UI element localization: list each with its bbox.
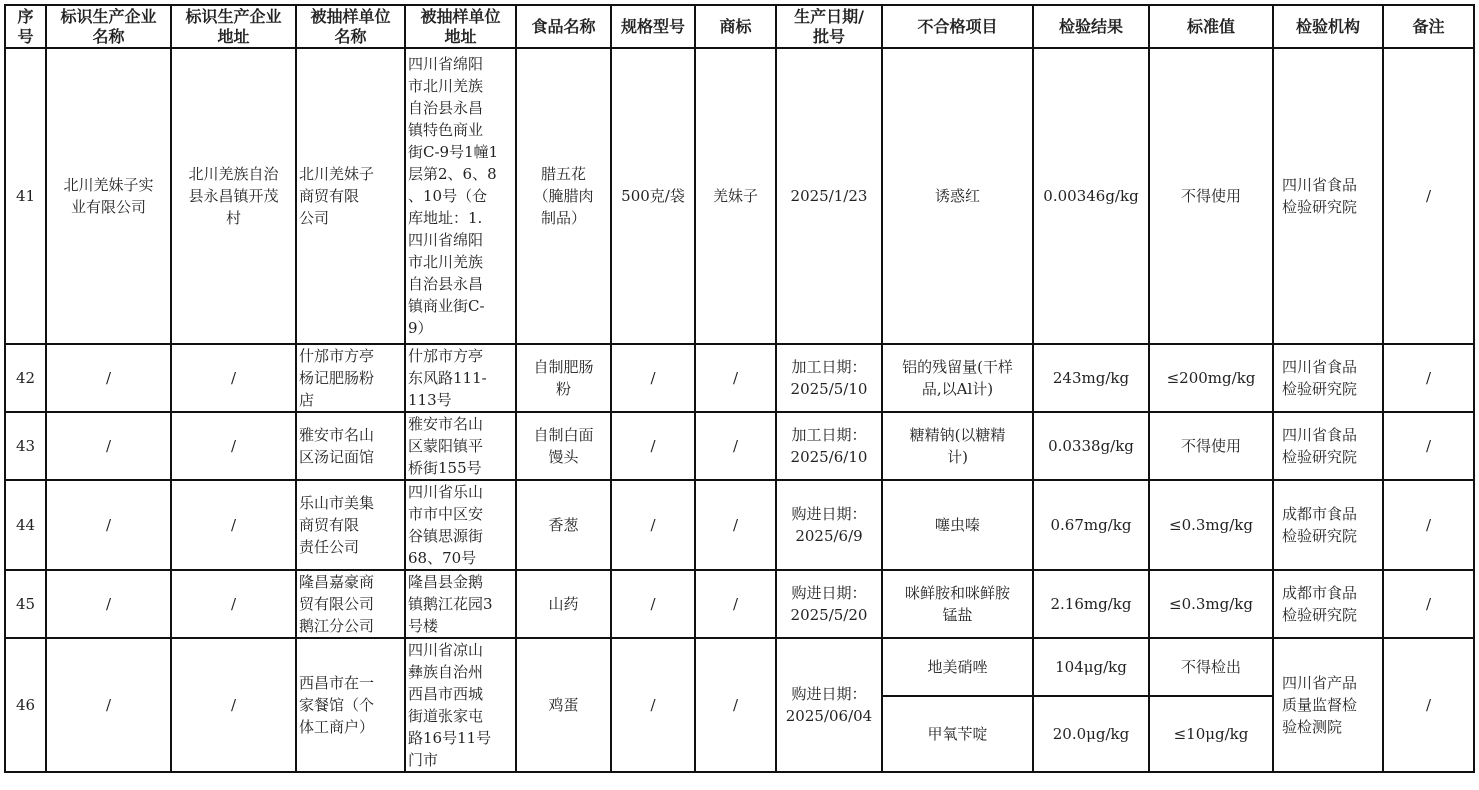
cell-date: 加工日期： 2025/5/10	[776, 344, 882, 412]
cell-no: 45	[5, 570, 46, 638]
cell-standard: 不得使用	[1149, 412, 1273, 480]
cell-spec: 500克/袋	[611, 48, 695, 344]
header-standard: 标准值	[1149, 5, 1273, 48]
cell-food: 腊五花 （腌腊肉 制品）	[516, 48, 611, 344]
cell-lab: 四川省产品 质量监督检 验检测院	[1273, 638, 1383, 772]
cell-no: 41	[5, 48, 46, 344]
cell-lab: 四川省食品 检验研究院	[1273, 344, 1383, 412]
cell-no: 42	[5, 344, 46, 412]
header-date: 生产日期/ 批号	[776, 5, 882, 48]
cell-item: 咪鲜胺和咪鲜胺 锰盐	[882, 570, 1033, 638]
cell-result: 0.67mg/kg	[1033, 480, 1149, 570]
cell-item: 糖精钠(以糖精 计)	[882, 412, 1033, 480]
header-brand: 商标	[695, 5, 776, 48]
cell-standard: ≤200mg/kg	[1149, 344, 1273, 412]
header-sampled-addr: 被抽样单位 地址	[405, 5, 516, 48]
cell-sampled-addr: 四川省绵阳 市北川羌族 自治县永昌 镇特色商业 街C-9号1幢1 层第2、6、8 、10号（仓 库地址：1. 四川省绵阳 市北川羌族 自治县永昌 镇商业街C- 9）	[405, 48, 516, 344]
cell-mfr-addr: /	[171, 480, 296, 570]
cell-spec: /	[611, 344, 695, 412]
cell-food: 自制肥肠 粉	[516, 344, 611, 412]
cell-lab: 四川省食品 检验研究院	[1273, 412, 1383, 480]
cell-sampled-addr: 雅安市名山 区蒙阳镇平 桥街155号	[405, 412, 516, 480]
cell-mfr-addr: /	[171, 638, 296, 772]
cell-sampled-addr: 四川省乐山 市市中区安 谷镇思源街 68、70号	[405, 480, 516, 570]
header-sampled-name: 被抽样单位 名称	[296, 5, 405, 48]
cell-standard: ≤10μg/kg	[1149, 696, 1273, 772]
header-result: 检验结果	[1033, 5, 1149, 48]
cell-item: 甲氧苄啶	[882, 696, 1033, 772]
cell-brand: 羌妹子	[695, 48, 776, 344]
cell-date: 购进日期： 2025/06/04	[776, 638, 882, 772]
table-row	[5, 344, 1474, 412]
cell-item: 诱惑红	[882, 48, 1033, 344]
cell-note: /	[1383, 344, 1474, 412]
cell-standard: 不得使用	[1149, 48, 1273, 344]
cell-mfr-name: /	[46, 480, 171, 570]
cell-no: 43	[5, 412, 46, 480]
header-note: 备注	[1383, 5, 1474, 48]
cell-brand: /	[695, 480, 776, 570]
cell-standard: 不得检出	[1149, 638, 1273, 696]
table-row	[5, 570, 1474, 638]
header-mfr-addr: 标识生产企业 地址	[171, 5, 296, 48]
cell-sampled-name: 西昌市在一 家餐馆（个 体工商户）	[296, 638, 405, 772]
cell-lab: 成都市食品 检验研究院	[1273, 480, 1383, 570]
cell-mfr-name: /	[46, 412, 171, 480]
cell-lab: 四川省食品 检验研究院	[1273, 48, 1383, 344]
cell-food: 山药	[516, 570, 611, 638]
cell-mfr-name: /	[46, 570, 171, 638]
cell-sampled-name: 雅安市名山 区汤记面馆	[296, 412, 405, 480]
table-row	[5, 48, 1474, 344]
cell-mfr-name: /	[46, 344, 171, 412]
cell-spec: /	[611, 638, 695, 772]
header-spec: 规格型号	[611, 5, 695, 48]
header-no: 序 号	[5, 5, 46, 48]
cell-result: 0.00346g/kg	[1033, 48, 1149, 344]
cell-brand: /	[695, 638, 776, 772]
cell-date: 加工日期： 2025/6/10	[776, 412, 882, 480]
table-row	[5, 480, 1474, 570]
cell-brand: /	[695, 412, 776, 480]
cell-spec: /	[611, 412, 695, 480]
cell-brand: /	[695, 570, 776, 638]
cell-lab: 成都市食品 检验研究院	[1273, 570, 1383, 638]
cell-food: 自制白面 馒头	[516, 412, 611, 480]
cell-spec: /	[611, 570, 695, 638]
cell-no: 44	[5, 480, 46, 570]
header-food: 食品名称	[516, 5, 611, 48]
cell-standard: ≤0.3mg/kg	[1149, 480, 1273, 570]
cell-result: 243mg/kg	[1033, 344, 1149, 412]
header-item: 不合格项目	[882, 5, 1033, 48]
cell-food: 鸡蛋	[516, 638, 611, 772]
cell-date: 购进日期： 2025/6/9	[776, 480, 882, 570]
cell-mfr-addr: /	[171, 412, 296, 480]
cell-item: 铝的残留量(干样 品,以Al计)	[882, 344, 1033, 412]
header-mfr-name: 标识生产企业 名称	[46, 5, 171, 48]
cell-result: 0.0338g/kg	[1033, 412, 1149, 480]
header-lab: 检验机构	[1273, 5, 1383, 48]
cell-date: 购进日期： 2025/5/20	[776, 570, 882, 638]
cell-result: 104μg/kg	[1033, 638, 1149, 696]
cell-no: 46	[5, 638, 46, 772]
cell-mfr-addr: /	[171, 344, 296, 412]
cell-note: /	[1383, 48, 1474, 344]
cell-note: /	[1383, 412, 1474, 480]
cell-sampled-addr: 隆昌县金鹅 镇鹅江花园3 号楼	[405, 570, 516, 638]
cell-sampled-name: 北川羌妹子 商贸有限 公司	[296, 48, 405, 344]
cell-mfr-addr: 北川羌族自治 县永昌镇开茂 村	[171, 48, 296, 344]
cell-sampled-addr: 四川省凉山 彝族自治州 西昌市西城 街道张家屯 路16号11号 门市	[405, 638, 516, 772]
table-row	[5, 412, 1474, 480]
cell-mfr-addr: /	[171, 570, 296, 638]
cell-sampled-name: 隆昌嘉豪商 贸有限公司 鹅江分公司	[296, 570, 405, 638]
cell-note: /	[1383, 570, 1474, 638]
cell-brand: /	[695, 344, 776, 412]
cell-note: /	[1383, 480, 1474, 570]
cell-standard: ≤0.3mg/kg	[1149, 570, 1273, 638]
cell-result: 2.16mg/kg	[1033, 570, 1149, 638]
cell-item: 噻虫嗪	[882, 480, 1033, 570]
cell-note: /	[1383, 638, 1474, 772]
cell-spec: /	[611, 480, 695, 570]
cell-food: 香葱	[516, 480, 611, 570]
header-row	[5, 5, 1474, 48]
cell-sampled-addr: 什邡市方亭 东风路111- 113号	[405, 344, 516, 412]
cell-sampled-name: 乐山市美集 商贸有限 责任公司	[296, 480, 405, 570]
cell-sampled-name: 什邡市方亭 杨记肥肠粉 店	[296, 344, 405, 412]
cell-result: 20.0μg/kg	[1033, 696, 1149, 772]
cell-date: 2025/1/23	[776, 48, 882, 344]
unqualified-food-table	[4, 4, 1475, 773]
table-row	[5, 638, 1474, 696]
cell-mfr-name: /	[46, 638, 171, 772]
cell-item: 地美硝唑	[882, 638, 1033, 696]
cell-mfr-name: 北川羌妹子实 业有限公司	[46, 48, 171, 344]
